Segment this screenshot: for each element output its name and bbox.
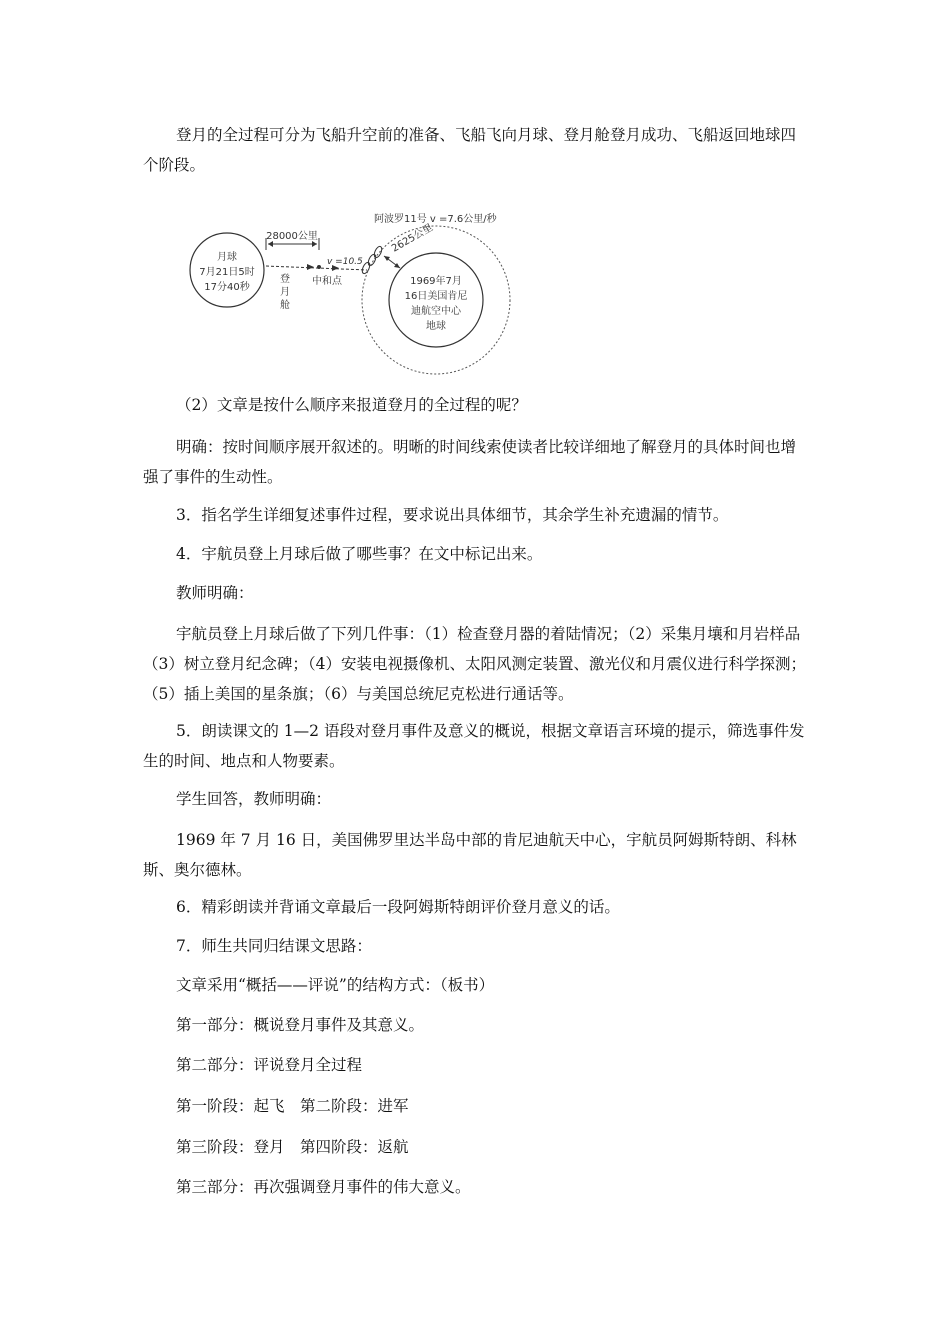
distance-earth-label: 2625公里 (390, 222, 435, 255)
moon-time-line2: 17分40秒 (204, 282, 250, 293)
neutral-point-label: 中和点 (312, 276, 342, 287)
module-label-char2: 月 (280, 287, 290, 298)
moon-name: 月球 (217, 252, 237, 263)
part-1: 第一部分：概说登月事件及其意义。 (176, 1016, 425, 1034)
moon-time-line1: 7月21日5时 (199, 267, 255, 278)
diagram-svg (182, 200, 497, 380)
answer-5: 1969 年 7 月 16 日，美国佛罗里达半岛中部的肯尼迪航天中心，宇航员阿姆斯特朗、科林斯、奥尔德林。 (143, 831, 797, 879)
item-7: 7．师生共同归结课文思路： (176, 937, 372, 955)
spacecraft-oval-3 (373, 245, 384, 258)
structure-line: 文章采用“概括——评说”的结构方式：（板书） (176, 976, 495, 994)
moon-landing-diagram (182, 200, 497, 380)
earth-line1: 1969年7月 (410, 276, 462, 287)
part-2: 第二部分：评说登月全过程 (176, 1056, 363, 1074)
earth-line3: 迪航空中心 (411, 306, 461, 317)
item-5: 5．朗读课文的 1—2 语段对登月事件及意义的概说，根据文章语言环境的提示，筛选事件发生的时间、地点和人物要素。 (143, 722, 805, 770)
question-2: （2）文章是按什么顺序来报道登月的全过程的呢？ (176, 396, 527, 414)
trajectory-arrow-1 (307, 264, 314, 270)
velocity-mid-label: v =10.5 (327, 257, 363, 267)
intro-paragraph: 登月的全过程可分为飞船升空前的准备、飞船飞向月球、登月舱登月成功、飞船返回地球四个阶段。 (143, 126, 797, 174)
item-6: 6．精彩朗读并背诵文章最后一段阿姆斯特朗评价登月意义的话。 (176, 898, 620, 916)
neutral-point-dot (317, 265, 321, 269)
apollo-label: 阿波罗11号 v =7.6公里/秒 (374, 214, 497, 225)
stages-1-2: 第一阶段：起飞 第二阶段：进军 (176, 1097, 409, 1115)
spacecraft-oval-2 (367, 253, 378, 266)
distance-moon-label: 28000公里 (266, 231, 318, 242)
part-3: 第三部分：再次强调登月事件的伟大意义。 (176, 1178, 471, 1196)
module-label-char3: 舱 (280, 300, 290, 311)
answer-2: 明确：按时间顺序展开叙述的。明晰的时间线索使读者比较详细地了解登月的具体时间也增强了事件的生动性。 (143, 438, 797, 486)
teacher-clarify: 教师明确： (176, 584, 254, 602)
student-answer: 学生回答，教师明确： (176, 790, 332, 808)
module-label-char1: 登 (280, 274, 290, 285)
item-4: 4．宇航员登上月球后做了哪些事？在文中标记出来。 (176, 545, 543, 563)
item-3: 3．指名学生详细复述事件过程，要求说出具体细节，其余学生补充遗漏的情节。 (176, 506, 729, 524)
events-paragraph: 宇航员登上月球后做了下列几件事：（1）检查登月器的着陆情况；（2）采集月壤和月岩样品（3）树立登月纪念碑；（4）安装电视摄像机、太阳风测定装置、激光仪和月震仪进行科学探测；（5）插上美国的星条旗；（6）与美国总统尼克松进行通话等。 (143, 625, 806, 703)
stages-3-4: 第三阶段：登月 第四阶段：返航 (176, 1138, 409, 1156)
earth-name: 地球 (426, 321, 446, 332)
earth-line2: 16日美国肯尼 (404, 291, 468, 302)
